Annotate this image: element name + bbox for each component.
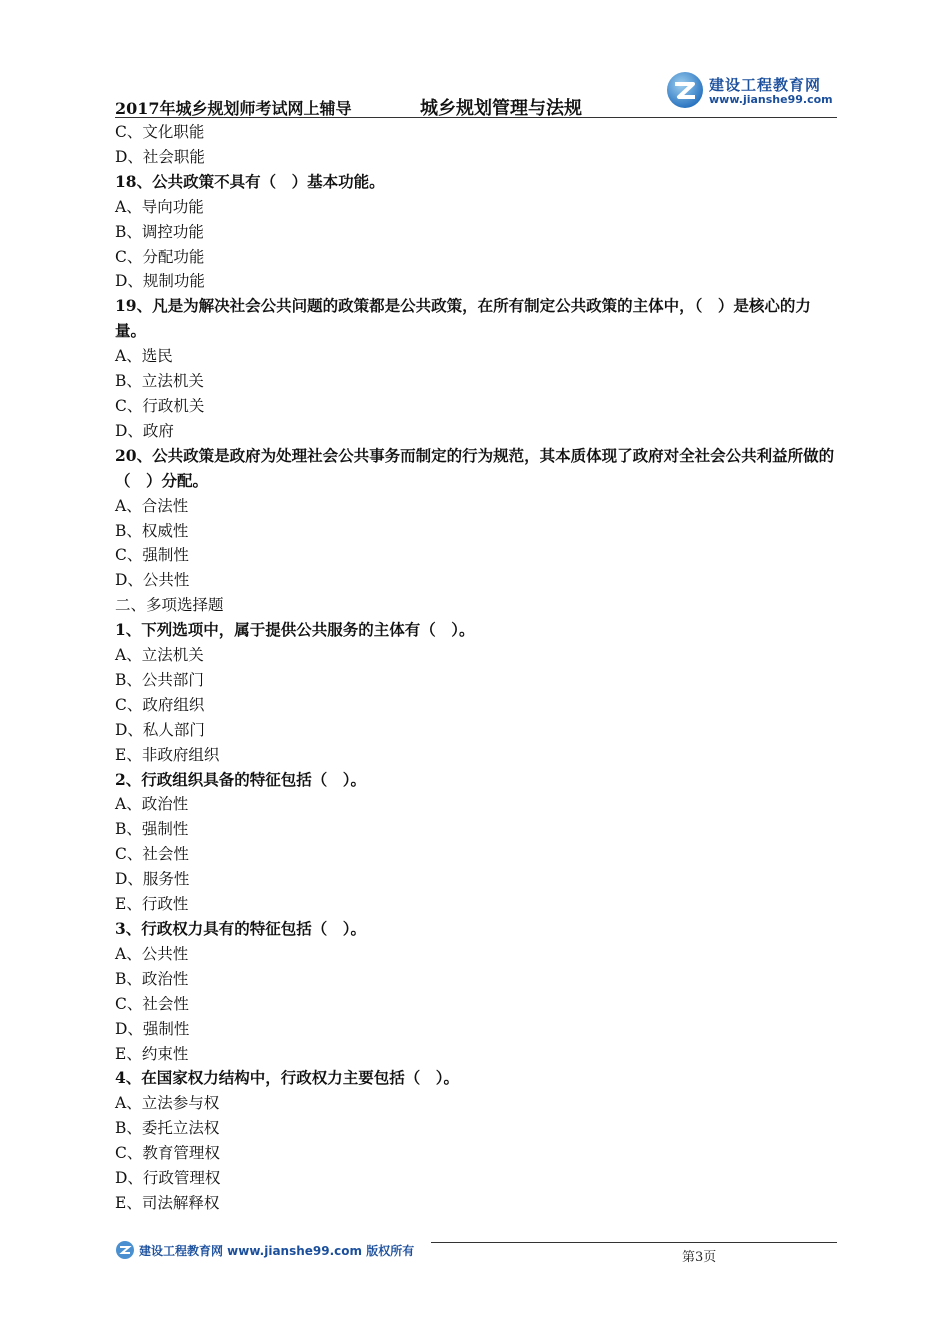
text-line: D、服务性 xyxy=(115,870,190,889)
header-center-title: 城乡规划管理与法规 xyxy=(420,98,582,119)
text-line: C、教育管理权 xyxy=(115,1144,220,1163)
text-line: A、公共性 xyxy=(115,944,189,963)
footer-copyright: 建设工程教育网 www.jianshe99.com 版权所有 xyxy=(139,1244,415,1258)
header-divider xyxy=(115,117,837,118)
question-stem: 1、下列选项中，属于提供公共服务的主体有（ ）。 xyxy=(115,620,475,640)
page-footer xyxy=(115,1238,837,1268)
logo-globe-icon xyxy=(665,70,705,110)
text-line: C、社会性 xyxy=(115,845,189,864)
question-stem: 20、公共政策是政府为处理社会公共事务而制定的行为规范，其本质体现了政府对全社会公共利益所做的（ ）分配。 xyxy=(115,445,835,490)
text-line: A、选民 xyxy=(115,347,173,366)
question-stem: 2、行政组织具备的特征包括（ ）。 xyxy=(115,769,367,789)
page-header xyxy=(115,68,837,118)
text-line: C、行政机关 xyxy=(115,396,205,415)
question-stem: 4、在国家权力结构中，行政权力主要包括（ ）。 xyxy=(115,1068,460,1088)
logo-url: www.jianshe99.com xyxy=(709,93,833,106)
text-line: C、文化职能 xyxy=(115,123,205,141)
text-line: A、立法参与权 xyxy=(115,1094,220,1113)
header-left-title: 2017年城乡规划师考试网上辅导 xyxy=(115,99,352,118)
text-line: D、规制功能 xyxy=(115,272,205,291)
text-line: D、行政管理权 xyxy=(115,1169,221,1188)
text-line: B、立法机关 xyxy=(115,372,204,391)
text-line: D、私人部门 xyxy=(115,720,205,739)
text-line: A、合法性 xyxy=(115,496,189,515)
text-line: B、权威性 xyxy=(115,521,189,540)
text-line: E、非政府组织 xyxy=(115,745,220,764)
document-body xyxy=(115,120,837,1216)
text-line: A、导向功能 xyxy=(115,197,204,216)
text-line: A、政治性 xyxy=(115,795,189,814)
text-line: C、强制性 xyxy=(115,546,189,565)
question-stem: 19、凡是为解决社会公共问题的政策都是公共政策，在所有制定公共政策的主体中，（ ）是核心的力量。 xyxy=(115,296,811,341)
logo-name: 建设工程教育网 xyxy=(709,76,822,94)
footer-logo-icon xyxy=(115,1240,135,1260)
text-line: 二、多项选择题 xyxy=(115,596,224,615)
text-line: B、调控功能 xyxy=(115,222,204,241)
text-line: E、行政性 xyxy=(115,895,189,914)
site-logo xyxy=(665,68,837,112)
text-line: D、强制性 xyxy=(115,1019,190,1038)
text-line: C、社会性 xyxy=(115,994,189,1013)
question-stem: 3、行政权力具有的特征包括（ ）。 xyxy=(115,919,367,938)
text-line: B、强制性 xyxy=(115,820,189,839)
text-line: D、社会职能 xyxy=(115,147,205,166)
text-line: A、立法机关 xyxy=(115,646,204,665)
text-line: E、约束性 xyxy=(115,1044,189,1063)
footer-divider xyxy=(431,1242,837,1243)
text-line: D、公共性 xyxy=(115,571,190,590)
page-number: 第3页 xyxy=(682,1250,717,1265)
text-line: B、公共部门 xyxy=(115,670,204,689)
text-line: D、政府 xyxy=(115,421,174,440)
text-line: C、政府组织 xyxy=(115,695,205,714)
text-line: B、政治性 xyxy=(115,969,189,988)
text-line: C、分配功能 xyxy=(115,247,205,266)
question-stem: 18、公共政策不具有（ ）基本功能。 xyxy=(115,171,385,191)
text-line: B、委托立法权 xyxy=(115,1119,220,1138)
text-line: E、司法解释权 xyxy=(115,1193,220,1212)
